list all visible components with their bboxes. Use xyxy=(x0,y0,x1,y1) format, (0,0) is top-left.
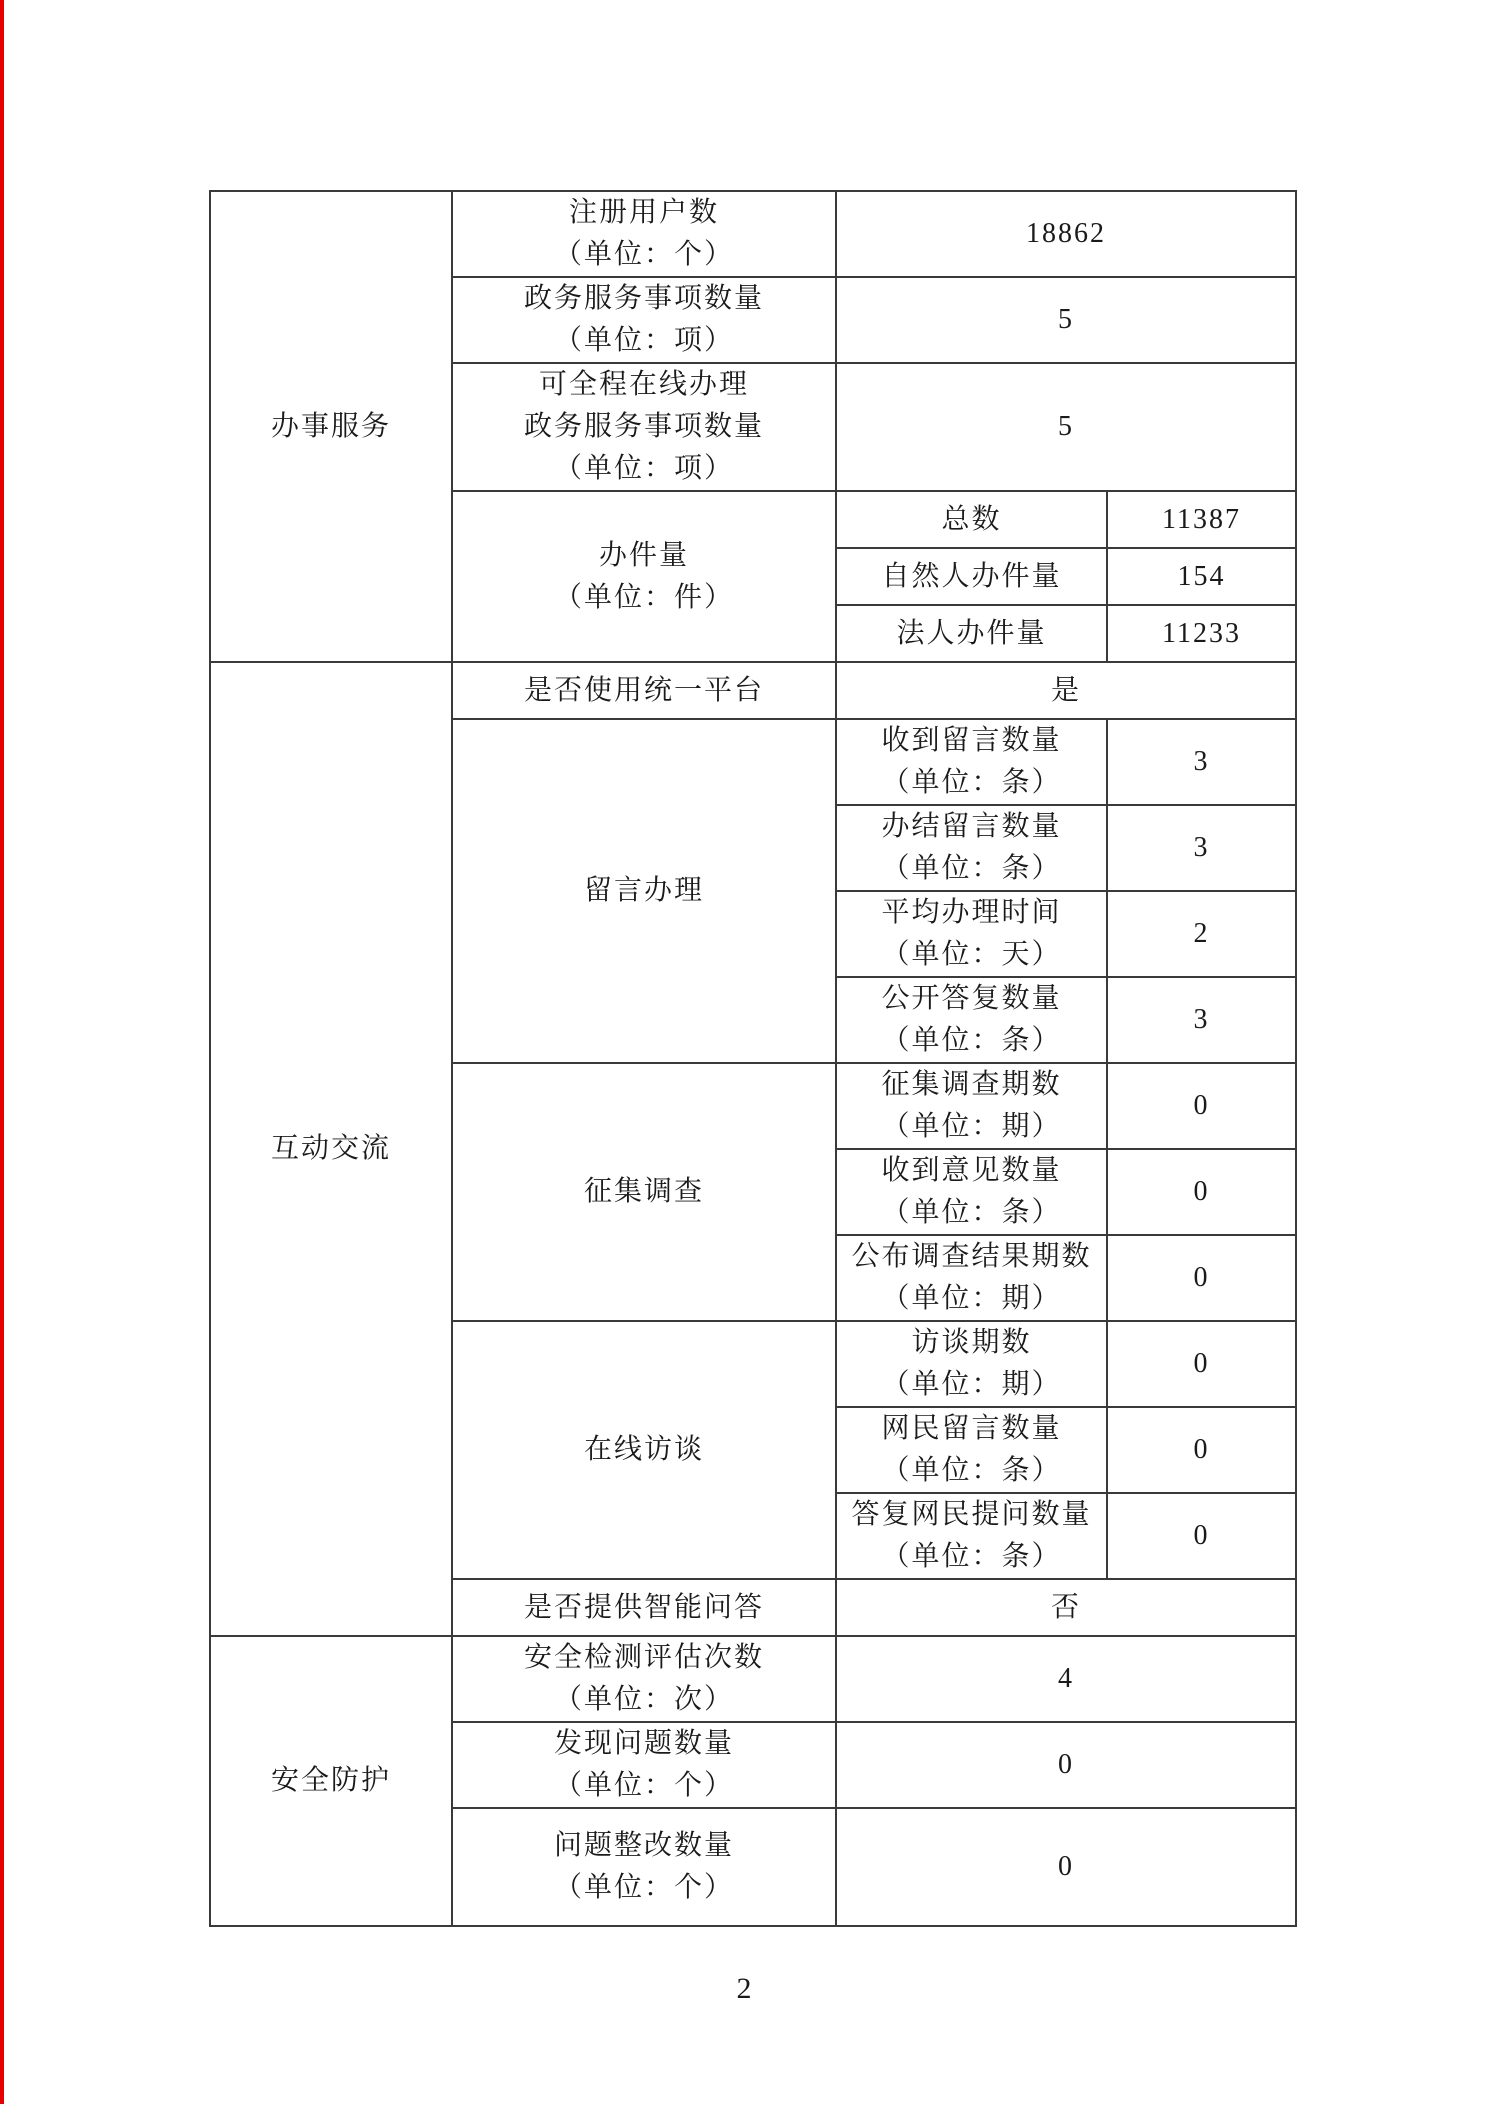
submetric-value: 0 xyxy=(1193,1176,1210,1207)
submetric-value: 3 xyxy=(1193,746,1210,777)
submetric-label-cell xyxy=(836,1063,1107,1149)
metric-value: 5 xyxy=(1058,411,1074,442)
submetric-unit: （单位：条） xyxy=(881,767,1062,798)
metric-label: 发现问题数量 xyxy=(553,1728,734,1759)
metric-value: 4 xyxy=(1058,1663,1074,1694)
submetric-value: 3 xyxy=(1193,832,1210,863)
submetric-unit: （单位：条） xyxy=(881,1455,1062,1486)
metric-label: 安全检测评估次数 xyxy=(523,1642,764,1673)
submetric-unit: （单位：天） xyxy=(881,939,1062,970)
submetric-label-cell xyxy=(836,1493,1107,1579)
metric-value-cell xyxy=(836,662,1296,719)
metric-label: 留言办理 xyxy=(583,875,704,906)
metric-value: 是 xyxy=(1050,674,1081,706)
metric-label: 是否提供智能问答 xyxy=(523,1591,764,1623)
submetric-value-cell xyxy=(1107,1321,1296,1407)
metric-label: 是否使用统一平台 xyxy=(523,674,764,706)
metric-label: 办件量 xyxy=(598,539,689,571)
submetric-value-cell xyxy=(1107,719,1296,805)
submetric-unit: （单位：条） xyxy=(881,853,1062,884)
section-group-cell xyxy=(210,1636,452,1926)
submetric-value: 11387 xyxy=(1162,503,1241,535)
submetric-label-cell xyxy=(836,491,1107,548)
metric-unit: （单位：项） xyxy=(553,325,734,356)
metric-label-cell xyxy=(452,491,836,662)
submetric-unit: （单位：条） xyxy=(881,1541,1062,1572)
section-group-label: 安全防护 xyxy=(270,1765,391,1796)
metric-label-cell xyxy=(452,662,836,719)
submetric-value-cell xyxy=(1107,1149,1296,1235)
submetric-label-cell xyxy=(836,1321,1107,1407)
metric-label-cell xyxy=(452,1722,836,1808)
submetric-unit: （单位：条） xyxy=(881,1025,1062,1056)
page-edge-red-line xyxy=(0,0,4,2104)
submetric-label: 法人办件量 xyxy=(896,617,1047,649)
submetric-label-cell xyxy=(836,805,1107,891)
metric-value-cell xyxy=(836,363,1296,491)
metric-label-cell xyxy=(452,1063,836,1321)
submetric-label: 网民留言数量 xyxy=(881,1413,1062,1444)
submetric-label-cell xyxy=(836,605,1107,662)
metric-label-cell xyxy=(452,1636,836,1722)
metric-value-cell xyxy=(836,191,1296,277)
metric-value: 0 xyxy=(1058,1851,1074,1882)
submetric-label-cell xyxy=(836,891,1107,977)
submetric-label: 征集调查期数 xyxy=(881,1069,1062,1100)
submetric-label-cell xyxy=(836,1149,1107,1235)
page-number: 2 xyxy=(736,1972,752,2005)
submetric-unit: （单位：期） xyxy=(881,1283,1062,1314)
government-site-report-table xyxy=(209,190,1297,1927)
metric-label: 政务服务事项数量 xyxy=(523,283,764,314)
section-group-cell xyxy=(210,191,452,662)
submetric-value-cell xyxy=(1107,891,1296,977)
submetric-value: 0 xyxy=(1193,1434,1210,1465)
submetric-value: 0 xyxy=(1193,1090,1210,1121)
submetric-value-cell xyxy=(1107,977,1296,1063)
metric-label-cell xyxy=(452,363,836,491)
submetric-label-cell xyxy=(836,1407,1107,1493)
submetric-value-cell xyxy=(1107,1407,1296,1493)
metric-value-cell xyxy=(836,1808,1296,1926)
submetric-value-cell xyxy=(1107,1493,1296,1579)
metric-label: 在线访谈 xyxy=(583,1434,704,1465)
metric-label-cell xyxy=(452,191,836,277)
submetric-value: 154 xyxy=(1177,560,1226,592)
submetric-unit: （单位：期） xyxy=(881,1369,1062,1400)
submetric-unit: （单位：条） xyxy=(881,1197,1062,1228)
submetric-label-cell xyxy=(836,1235,1107,1321)
metric-label: 征集调查 xyxy=(583,1176,704,1207)
submetric-value: 0 xyxy=(1193,1520,1210,1551)
submetric-label-cell xyxy=(836,719,1107,805)
submetric-value: 3 xyxy=(1193,1004,1210,1035)
submetric-label: 公开答复数量 xyxy=(881,983,1062,1014)
submetric-value-cell xyxy=(1107,548,1296,605)
section-group-label: 办事服务 xyxy=(270,410,391,442)
submetric-label: 平均办理时间 xyxy=(881,897,1062,928)
submetric-value: 11233 xyxy=(1162,617,1241,649)
metric-label: 可全程在线办理 xyxy=(538,369,749,400)
metric-unit: （单位：个） xyxy=(553,1872,734,1903)
submetric-label: 自然人办件量 xyxy=(881,560,1062,592)
metric-label: 政务服务事项数量 xyxy=(523,411,764,442)
metric-value-cell xyxy=(836,1636,1296,1722)
metric-unit: （单位：件） xyxy=(553,581,734,613)
metric-value-cell xyxy=(836,1579,1296,1636)
submetric-value-cell xyxy=(1107,1063,1296,1149)
submetric-value-cell xyxy=(1107,805,1296,891)
submetric-unit: （单位：期） xyxy=(881,1111,1062,1142)
metric-label-cell xyxy=(452,1579,836,1636)
submetric-label: 答复网民提问数量 xyxy=(851,1499,1092,1530)
submetric-value-cell xyxy=(1107,491,1296,548)
submetric-value-cell xyxy=(1107,605,1296,662)
metric-value-cell xyxy=(836,277,1296,363)
submetric-label: 总数 xyxy=(941,503,1002,535)
metric-unit: （单位：次） xyxy=(553,1684,734,1715)
metric-label-cell xyxy=(452,277,836,363)
submetric-label: 收到意见数量 xyxy=(881,1155,1062,1186)
submetric-value-cell xyxy=(1107,1235,1296,1321)
metric-unit: （单位：个） xyxy=(553,239,734,270)
submetric-value: 0 xyxy=(1193,1262,1210,1293)
submetric-label: 收到留言数量 xyxy=(881,725,1062,756)
submetric-label-cell xyxy=(836,548,1107,605)
metric-label: 注册用户数 xyxy=(568,197,719,228)
metric-value: 0 xyxy=(1058,1749,1074,1780)
metric-value-cell xyxy=(836,1722,1296,1808)
section-group-label: 互动交流 xyxy=(270,1133,391,1164)
submetric-value: 2 xyxy=(1193,918,1210,949)
section-group-cell xyxy=(210,662,452,1636)
metric-label-cell xyxy=(452,719,836,1063)
submetric-value: 0 xyxy=(1193,1348,1210,1379)
metric-label-cell xyxy=(452,1321,836,1579)
metric-unit: （单位：项） xyxy=(553,453,734,484)
metric-value: 否 xyxy=(1050,1591,1081,1623)
submetric-label: 公布调查结果期数 xyxy=(851,1241,1092,1272)
metric-label: 问题整改数量 xyxy=(553,1830,734,1861)
submetric-label: 访谈期数 xyxy=(911,1327,1032,1358)
submetric-label: 办结留言数量 xyxy=(881,811,1062,842)
metric-label-cell xyxy=(452,1808,836,1926)
metric-value: 18862 xyxy=(1026,218,1106,249)
submetric-label-cell xyxy=(836,977,1107,1063)
metric-unit: （单位：个） xyxy=(553,1770,734,1801)
metric-value: 5 xyxy=(1058,304,1074,335)
